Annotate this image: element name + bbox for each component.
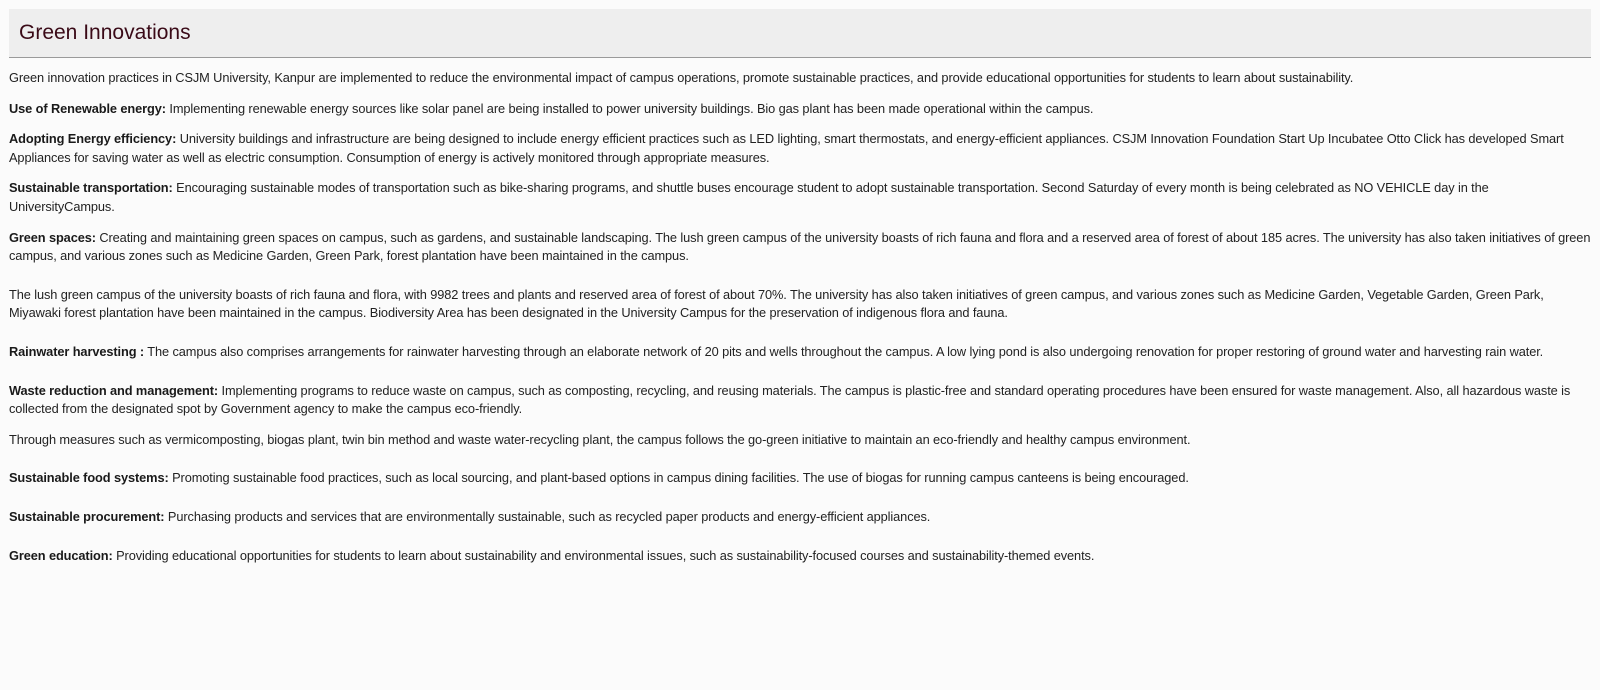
section-biodiversity [9,286,1591,323]
section-label: Green spaces: [9,229,96,245]
section-text: Through measures such as vermicomposting, biogas plant, twin bin method and waste water-recycling plant, the campus follows the go-green initiative to maintain an eco-friendly and healthy campus environment. [9,431,1191,447]
section-label: Sustainable procurement: [9,508,165,524]
section-waste [9,382,1591,419]
section-transportation [9,179,1591,216]
section-label: Use of Renewable energy: [9,100,166,116]
section-text: Implementing renewable energy sources like solar panel are being installed to power university buildings. Bio gas plant has been made operational within the campus. [165,100,1094,116]
section-text: Creating and maintaining green spaces on campus, such as gardens, and sustainable landscaping. The lush green campus of the university boasts of rich fauna and flora and a reserved area of forest of about 185 acres. The university has also taken initiatives of green campus, and various zones such as Medicine Garden, Green Park, forest plantation have been maintained in the campus. [9,229,1591,264]
section-text: Promoting sustainable food practices, such as local sourcing, and plant-based options in campus dining facilities. The use of biogas for running campus canteens is being encouraged. [168,470,1189,486]
section-label: Rainwater harvesting : [9,343,145,359]
section-label: Adopting Energy efficiency: [9,131,177,147]
page-header [9,9,1591,58]
section-text: Implementing programs to reduce waste on campus, such as composting, recycling, and reusing materials. The campus is plastic-free and standard operating procedures have been ensured for waste management. Also, all hazardous waste is collected from the designated spot by Government agency to make the campus eco-friendly. [9,382,1571,417]
section-label: Waste reduction and management: [9,382,219,398]
intro-paragraph: Green innovation practices in CSJM University, Kanpur are implemented to reduce the environmental impact of campus operations, promote sustainable practices, and provide educational opportunities for students to learn about sustainability. [9,70,1354,85]
section-text: Encouraging sustainable modes of transportation such as bike-sharing programs, and shuttle buses encourage student to adopt sustainable transportation. Second Saturday of every month is being celebrated as NO VEHICLE day in the UniversityCampus. [9,180,1489,214]
section-green-spaces [9,229,1591,266]
section-label: Green education: [9,547,113,563]
section-education [9,547,1591,566]
section-label: Sustainable food systems: [9,470,169,486]
section-text: University buildings and infrastructure are being designed to include energy efficient practices such as LED lighting, smart thermostats, and energy-efficient appliances. CSJM Innovation Foundation Start Up Incubatee Otto Click has developed Smart Appliances for saving water as well as electric consumption. Consumption of energy is actively monitored through appropriate measures. [9,131,1564,165]
section-text: The lush green campus of the university boasts of rich fauna and flora, with 9982 trees and plants and reserved area of forest of about 70%. The university has also taken initiatives of green campus, and various zones such as Medicine Garden, Vegetable Garden, Green Park, Miyawaki forest plantation have been maintained in the campus. Biodiversity Area has been designated in the University Campus for the preservation of indigenous flora and fauna. [9,286,1544,321]
section-waste-measures [9,431,1591,450]
section-text: The campus also comprises arrangements for rainwater harvesting through an elaborate network of 20 pits and wells throughout the campus. A low lying pond is also undergoing renovation for proper restoring of ground water and harvesting rain water. [144,343,1544,359]
section-food [9,469,1591,488]
section-label: Sustainable transportation: [9,180,173,196]
section-text: Purchasing products and services that are environmentally sustainable, such as recycled paper products and energy-efficient appliances. [164,508,931,524]
section-rainwater [9,343,1591,362]
section-procurement [9,508,1591,527]
page-title: Green Innovations [19,21,191,44]
section-text: Providing educational opportunities for students to learn about sustainability and environmental issues, such as sustainability-focused courses and sustainability-themed events. [112,547,1095,563]
section-renewable-energy [9,100,1591,119]
section-energy-efficiency [9,130,1591,167]
